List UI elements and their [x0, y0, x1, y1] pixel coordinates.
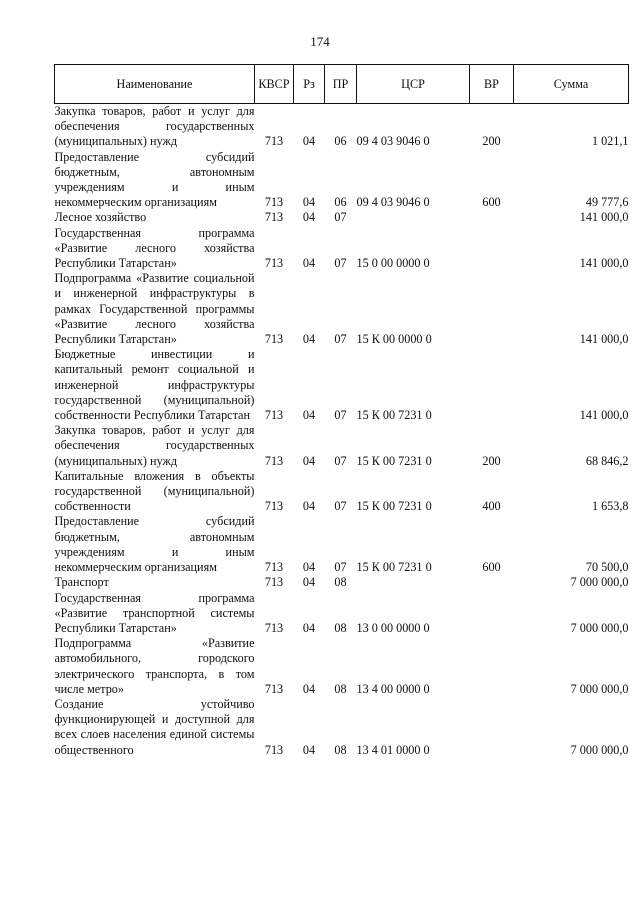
- row-vr: [470, 636, 514, 697]
- header-pr: ПР: [325, 65, 357, 104]
- row-kvsr: 713: [264, 499, 284, 514]
- table-row: [55, 469, 629, 515]
- row-rz: 04: [302, 681, 316, 696]
- row-name: Закупка товаров, работ и услуг для обеспечения государственных (муниципальных) нужд: [54, 104, 255, 149]
- row-csr: 15 К 00 0000 0: [356, 332, 432, 347]
- row-kvsr: 713: [264, 575, 284, 590]
- row-name: Лесное хозяйство: [54, 210, 147, 225]
- row-pr: 07: [334, 499, 347, 514]
- header-name: Наименование: [55, 65, 255, 104]
- row-name: Подпрограмма «Развитие социальной и инженерной инфраструктуры в рамках Государственной программы «Развитие лесного хозяйства Республики Татарстан»: [54, 271, 255, 347]
- row-vr: [470, 591, 514, 637]
- row-csr: 15 К 00 7231 0: [356, 453, 432, 468]
- table-row: [55, 104, 629, 150]
- row-rz: 04: [302, 195, 316, 210]
- row-name: Бюджетные инвестиции и капитальный ремонт социальной и инженерной инфраструктуры государственной (муниципальной) собственности Республики Татарстан: [54, 347, 255, 423]
- table-row: [55, 226, 629, 272]
- row-rz: 04: [302, 210, 316, 225]
- table-row: [55, 347, 629, 423]
- row-name: Предоставление субсидий бюджетным, автономным учреждениям и иным некоммерческим организациям: [54, 514, 255, 575]
- table-row: [55, 514, 629, 575]
- row-kvsr: 713: [264, 256, 284, 271]
- row-rz: 04: [302, 499, 316, 514]
- row-csr: 15 К 00 7231 0: [356, 499, 432, 514]
- row-pr: 07: [334, 453, 347, 468]
- row-name: Предоставление субсидий бюджетным, автономным учреждениям и иным некоммерческим организациям: [54, 149, 255, 210]
- row-sum: 141 000,0: [579, 256, 629, 271]
- table-row: [55, 591, 629, 637]
- row-vr: [470, 226, 514, 272]
- row-vr: [470, 697, 514, 758]
- row-sum: 49 777,6: [585, 195, 629, 210]
- row-sum: 1 021,1: [591, 134, 629, 149]
- row-sum: 141 000,0: [579, 408, 629, 423]
- row-vr: 400: [482, 499, 501, 514]
- row-name: Государственная программа «Развитие лесного хозяйства Республики Татарстан»: [54, 225, 255, 271]
- row-sum: 7 000 000,0: [570, 620, 629, 635]
- header-kvsr: КВСР: [255, 65, 294, 104]
- row-sum: 70 500,0: [585, 560, 629, 575]
- row-kvsr: 713: [264, 195, 284, 210]
- header-rz: Рз: [294, 65, 325, 104]
- row-sum: 7 000 000,0: [570, 681, 629, 696]
- row-csr: 13 4 00 0000 0: [356, 681, 430, 696]
- row-name: Подпрограмма «Развитие автомобильного, городского электрического транспорта, в том числе метро»: [54, 636, 255, 696]
- row-csr: 15 К 00 7231 0: [356, 560, 432, 575]
- row-name: Закупка товаров, работ и услуг для обеспечения государственных (муниципальных) нужд: [54, 423, 255, 468]
- page-number: 174: [310, 34, 330, 49]
- row-rz: 04: [302, 575, 316, 590]
- row-kvsr: 713: [264, 134, 284, 149]
- row-kvsr: 713: [264, 210, 284, 225]
- table-row: [55, 575, 629, 590]
- row-rz: 04: [302, 453, 316, 468]
- row-sum: 7 000 000,0: [570, 575, 629, 590]
- row-csr: 09 4 03 9046 0: [356, 134, 430, 149]
- row-kvsr: 713: [264, 620, 284, 635]
- row-kvsr: 713: [264, 453, 284, 468]
- row-name: Транспорт: [54, 575, 109, 590]
- table-body: [55, 104, 629, 758]
- row-csr: 09 4 03 9046 0: [356, 195, 430, 210]
- row-vr: [470, 271, 514, 347]
- row-pr: 08: [334, 575, 347, 590]
- row-kvsr: 713: [264, 560, 284, 575]
- row-pr: 07: [334, 332, 347, 347]
- row-pr: 06: [334, 134, 347, 149]
- row-vr: 600: [482, 195, 501, 210]
- table-row: [55, 697, 629, 758]
- row-sum: 7 000 000,0: [570, 742, 629, 757]
- row-csr: [357, 210, 470, 225]
- table-row: [55, 210, 629, 225]
- row-vr: 200: [482, 134, 501, 149]
- header-sum: Сумма: [514, 65, 629, 104]
- row-name: Создание устойчиво функционирующей и доступной для всех слоев населения единой системы общественного: [54, 696, 255, 757]
- row-pr: 06: [334, 195, 347, 210]
- row-pr: 07: [334, 256, 347, 271]
- table-row: [55, 271, 629, 347]
- row-pr: 07: [334, 210, 347, 225]
- row-csr: 15 К 00 7231 0: [356, 408, 432, 423]
- row-csr: 13 4 01 0000 0: [356, 742, 430, 757]
- header-vr: ВР: [470, 65, 514, 104]
- row-sum: 68 846,2: [585, 453, 629, 468]
- row-pr: 08: [334, 742, 347, 757]
- row-csr: 15 0 00 0000 0: [356, 256, 430, 271]
- row-kvsr: 713: [264, 408, 284, 423]
- row-pr: 07: [334, 560, 347, 575]
- table-row: [55, 150, 629, 211]
- table-row: [55, 423, 629, 469]
- row-sum: 141 000,0: [579, 210, 629, 225]
- row-pr: 08: [334, 681, 347, 696]
- row-vr: [470, 575, 514, 590]
- header-csr: ЦСР: [357, 65, 470, 104]
- row-rz: 04: [302, 256, 316, 271]
- row-rz: 04: [302, 134, 316, 149]
- row-pr: 07: [334, 408, 347, 423]
- row-rz: 04: [302, 620, 316, 635]
- row-kvsr: 713: [264, 742, 284, 757]
- row-rz: 04: [302, 742, 316, 757]
- table-header: [55, 65, 629, 104]
- row-rz: 04: [302, 332, 316, 347]
- row-vr: [470, 347, 514, 423]
- row-vr: 600: [482, 560, 501, 575]
- row-vr: 200: [482, 453, 501, 468]
- row-pr: 08: [334, 620, 347, 635]
- row-csr: [357, 575, 470, 590]
- row-sum: 1 653,8: [591, 499, 629, 514]
- row-vr: [470, 210, 514, 225]
- row-name: Государственная программа «Развитие транспортной системы Республики Татарстан»: [54, 590, 255, 635]
- table-row: [55, 636, 629, 697]
- row-rz: 04: [302, 560, 316, 575]
- row-name: Капитальные вложения в объекты государственной (муниципальной) собственности: [54, 468, 255, 514]
- row-csr: 13 0 00 0000 0: [356, 620, 430, 635]
- row-kvsr: 713: [264, 332, 284, 347]
- row-kvsr: 713: [264, 681, 284, 696]
- row-sum: 141 000,0: [579, 332, 629, 347]
- budget-table: [54, 64, 629, 758]
- row-rz: 04: [302, 408, 316, 423]
